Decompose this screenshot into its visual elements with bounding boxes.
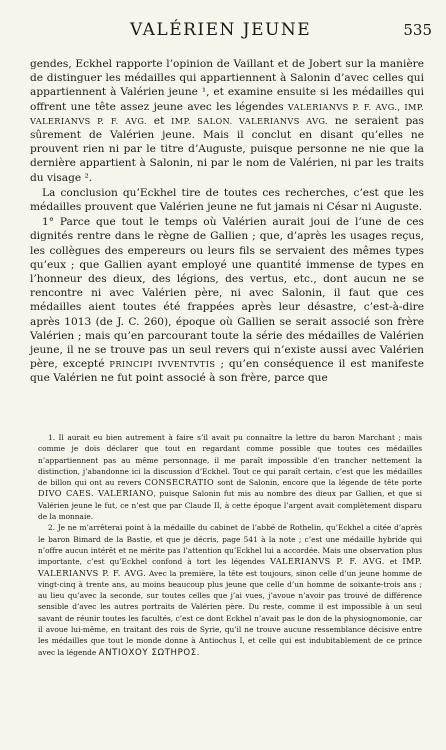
footnote-2: 2. Je ne m’arrêterai point à la médaille du cabinet de l’abbé de Rothelin, qu’Eckhel a citée d’après le baron Bimard de la Bastie, et que je décris, page 541 à la note ; c’est une médaille hybride qui n’offre aucun intérêt et ne mérite pas l’attention qu’Eckhel lui a accordée. Mais une observation plus importante, c’est qu’Eckhel confond à tort les légendes VALERIANVS P. F. AVG. et IMP. VALERIANVS P. F. AVG. Avec la première, la tête est toujours, sinon celle d’un jeune homme de vingt-cinq à trente ans, au moins beaucoup plus jeune que celle d’un homme de soixante-trois ans ; au lieu qu’avec la seconde, sur toutes celles que j’ai vues, j’avoue n’avoir pas trouvé de différence sensible d’avec les autres portraits de Valérien père. Du reste, comme il est impossible à un seul savant de réunir toutes les facultés, c’est ce dont Eckhel n’avait pas le don de la physiognomonie, car il avoue lui-même, en traitant des rois de Syrie, qu’il ne trouve aucune ressemblance décisive entre les médailles que tout le monde donne à Antiochus I, et celle qui est indubitablement de ce prince avec la légende ΑΝΤΙΟΧΟΥ ΣΩΤΗΡΟΣ. <box>38 523 422 658</box>
footnotes <box>38 432 422 659</box>
greek-legend: ΑΝΤΙΟΧΟΥ ΣΩΤΗΡΟΣ <box>98 647 197 658</box>
coin-legend: DIVO CAES. VALERIANO <box>38 488 154 499</box>
coin-legend: IMP. VALERIANVS P. F. AVG. <box>38 556 422 578</box>
coin-legend: PRINCIPI IVVENTVTIS <box>109 359 216 370</box>
main-text <box>30 57 424 386</box>
paragraph-3: 1° Parce que tout le temps où Valérien aurait joui de l’une de ces dignités rentre dans le règne de Gallien ; que, d’après les usages reçus, les collègues des empereurs ou leurs fils se servaient des mêmes types qu’eux ; que Gallien ayant employé une quantité immense de types en l’honneur des dieux, des légions, des vertus, etc., dont aucun ne se rencontre ni avec Valérien père, ni avec Salonin, il faut que ces médailles aient toutes été frappées après leur désastre, c’est-à-dire après 1013 (de J. C. 260), époque où Gallien se serait associé son frère Valérien ; mais qu’en parcourant toute la série des médailles de Valérien jeune, il ne se trouve pas un seul revers qui n’existe aussi avec Valérien père, excepté PRINCIPI IVVENTVTIS ; qu’en conséquence il est manifeste que Valérien ne fut point associé à son frère, parce que <box>30 216 424 385</box>
running-title: VALÉRIEN JEUNE <box>130 20 312 40</box>
footnote-1: 1. Il aurait eu bien autrement à faire s’il avait pu connaître la lettre du baron Marchant ; mais comme je dois déclarer que tout en regardant comme possible que toutes ces médailles n’appartiennent pas au même personnage, il me paraît impossible d’en trancher nettement la distinction, j’abandonne ici la discussion d’Eckhel. Tout ce qui paraît certain, c’est que les médailles de billon qui ont au revers CONSECRATIO sont de Salonin, encore que la légende de tête porte DIVO CAES. VALERIANO, puisque Salonin fut mis au nombre des dieux par Gallien, et que si Valérien jeune le fut, ce n’est que par Claude II, à cette époque l’argent avait complètement disparu de la monnaie. <box>38 433 423 522</box>
coin-legend: VALERIANVS P. F. AVG., IMP. VALERIANVS P. F. AVG. <box>30 101 424 126</box>
coin-legend: IMP. SALON. VALERIANVS AVG. <box>171 115 329 126</box>
coin-legend: CONSECRATIO <box>144 477 215 488</box>
page-number: 535 <box>403 21 432 39</box>
paragraph-1: gendes, Eckhel rapporte l’opinion de Vaillant et de Jobert sur la manière de distinguer les médailles qui appartiennent à Salonin d’avec celles qui appartiennent à Valérien jeune ¹, et examine ensuite si les médailles qui offrent une tête assez jeune avec les légendes VALERIANVS P. F. AVG., IMP. VALERIANVS P. F. AVG. et IMP. SALON. VALERIANVS AVG. ne seraient pas sûrement de Valérien jeune. Mais il conclut en disant qu’elles ne prouvent rien ni par le titre d’Auguste, puisque personne ne nie que la dernière appartient à Salonin, ni par le nom de Valérien, ni par les traits du visage ². <box>30 58 424 184</box>
paragraph-2: La conclusion qu’Eckhel tire de toutes ces recherches, c’est que les médailles prouvent que Valérien jeune ne fut jamais ni César ni Auguste. <box>30 186 424 214</box>
coin-legend: VALERIANVS P. F. AVG. <box>269 556 385 567</box>
page-header <box>30 20 432 44</box>
